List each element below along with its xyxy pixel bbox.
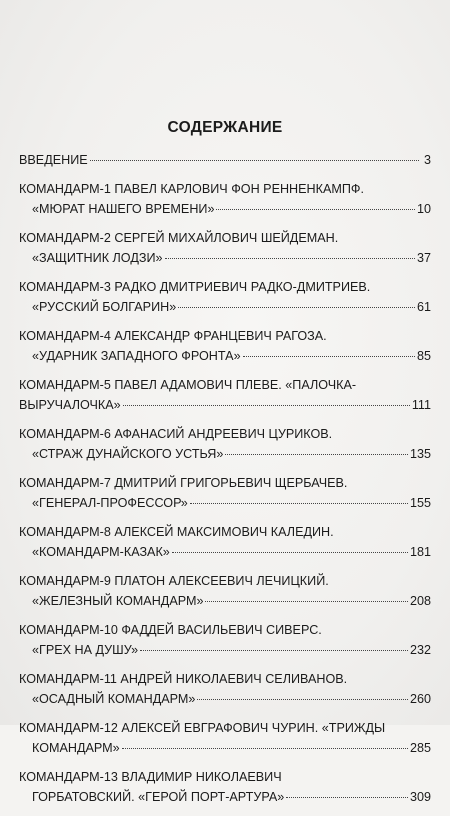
toc-entry-text: ВВЕДЕНИЕ xyxy=(19,153,88,167)
dot-leader xyxy=(140,638,408,651)
page-number: 208 xyxy=(409,594,431,608)
page-number: 232 xyxy=(409,643,431,657)
page-number: 111 xyxy=(411,398,431,412)
page-number: 155 xyxy=(409,496,431,510)
toc-entry-text: КОМАНДАРМ-9 ПЛАТОН АЛЕКСЕЕВИЧ ЛЕЧИЦКИЙ. xyxy=(19,574,329,588)
toc-entry-text: КОМАНДАРМ-13 ВЛАДИМИР НИКОЛАЕВИЧ xyxy=(19,770,282,784)
toc-entry-last-line xyxy=(19,297,431,317)
toc-entry-text: «ГРЕХ НА ДУШУ» xyxy=(32,643,139,657)
toc-entry-last-line xyxy=(19,689,431,709)
toc-entry-text: «КОМАНДАРМ-КАЗАК» xyxy=(32,545,170,559)
page-number: 10 xyxy=(416,202,431,216)
dot-leader xyxy=(122,736,408,749)
page-number: 181 xyxy=(409,545,431,559)
toc-entry-text: «ГЕНЕРАЛ-ПРОФЕССОР» xyxy=(32,496,188,510)
page-number: 3 xyxy=(423,153,431,167)
toc-entry-last-line xyxy=(19,395,431,415)
contents-heading: СОДЕРЖАНИЕ xyxy=(167,119,283,136)
toc-entry-text: ГОРБАТОВСКИЙ. «ГЕРОЙ ПОРТ-АРТУРА» xyxy=(32,790,285,804)
toc-entry-line xyxy=(19,424,431,444)
toc-entry xyxy=(19,571,431,611)
toc-entry-text: КОМАНДАРМ-4 АЛЕКСАНДР ФРАНЦЕВИЧ РАГОЗА. xyxy=(19,329,327,343)
toc-entry-text: КОМАНДАРМ-1 ПАВЕЛ КАРЛОВИЧ ФОН РЕННЕНКАМПФ. xyxy=(19,182,364,196)
toc-entry xyxy=(19,522,431,562)
toc-entry xyxy=(19,718,431,758)
toc-entry-last-line xyxy=(19,248,431,268)
toc-entry xyxy=(19,424,431,464)
dot-leader xyxy=(190,491,408,504)
toc-entry-line xyxy=(19,277,431,297)
toc-entry-text: ВЫРУЧАЛОЧКА» xyxy=(19,398,121,412)
toc-entry-text: КОМАНДАРМ-6 АФАНАСИЙ АНДРЕЕВИЧ ЦУРИКОВ. xyxy=(19,427,333,441)
page-number: 285 xyxy=(409,741,431,755)
toc-entry-line xyxy=(19,571,431,591)
toc-entry-text: КОМАНДАРМ» xyxy=(32,741,120,755)
dot-leader xyxy=(205,589,408,602)
toc-entry-text: «УДАРНИК ЗАПАДНОГО ФРОНТА» xyxy=(32,349,241,363)
toc-entry-text: «ОСАДНЫЙ КОМАНДАРМ» xyxy=(32,692,196,706)
toc-entry xyxy=(19,767,431,807)
toc-entry-text: «РУССКИЙ БОЛГАРИН» xyxy=(32,300,177,314)
toc-entry-text: КОМАНДАРМ-2 СЕРГЕЙ МИХАЙЛОВИЧ ШЕЙДЕМАН. xyxy=(19,231,339,245)
toc-entry-line xyxy=(19,669,431,689)
toc-entry xyxy=(19,228,431,268)
dot-leader xyxy=(165,246,415,259)
dot-leader xyxy=(123,393,410,406)
toc-entry xyxy=(19,150,431,170)
toc-entry-line xyxy=(19,228,431,248)
toc-entry-line xyxy=(19,375,431,395)
toc-entry-text: КОМАНДАРМ-5 ПАВЕЛ АДАМОВИЧ ПЛЕВЕ. «ПАЛОЧКА- xyxy=(19,378,357,392)
toc-entry-text: «МЮРАТ НАШЕГО ВРЕМЕНИ» xyxy=(32,202,215,216)
toc-entry xyxy=(19,277,431,317)
toc-entry xyxy=(19,375,431,415)
toc-entry-text: КОМАНДАРМ-7 ДМИТРИЙ ГРИГОРЬЕВИЧ ЩЕРБАЧЕВ. xyxy=(19,476,348,490)
toc-entry-last-line xyxy=(19,787,431,807)
toc-entry-last-line xyxy=(19,640,431,660)
page-number: 309 xyxy=(409,790,431,804)
dot-leader xyxy=(178,295,415,308)
toc-entry-last-line xyxy=(19,493,431,513)
page-number: 260 xyxy=(409,692,431,706)
toc-entry xyxy=(19,620,431,660)
toc-entry-last-line xyxy=(19,591,431,611)
page-number: 85 xyxy=(416,349,431,363)
toc-entry-last-line xyxy=(19,199,431,219)
dot-leader xyxy=(172,540,408,553)
toc-entry-text: КОМАНДАРМ-10 ФАДДЕЙ ВАСИЛЬЕВИЧ СИВЕРС. xyxy=(19,623,322,637)
toc-entry xyxy=(19,669,431,709)
toc-entry-last-line xyxy=(19,150,431,170)
toc-entry-line xyxy=(19,718,431,738)
toc-entry-last-line xyxy=(19,738,431,758)
toc-entry-text: «ЗАЩИТНИК ЛОДЗИ» xyxy=(32,251,163,265)
dot-leader xyxy=(90,148,419,161)
toc-entry-text: КОМАНДАРМ-8 АЛЕКСЕЙ МАКСИМОВИЧ КАЛЕДИН. xyxy=(19,525,334,539)
toc-entry-text: КОМАНДАРМ-3 РАДКО ДМИТРИЕВИЧ РАДКО-ДМИТРИЕВ. xyxy=(19,280,371,294)
toc-entry-text: «ЖЕЛЕЗНЫЙ КОМАНДАРМ» xyxy=(32,594,204,608)
toc-entry-last-line xyxy=(19,444,431,464)
dot-leader xyxy=(243,344,415,357)
toc-entry xyxy=(19,179,431,219)
dot-leader xyxy=(225,442,408,455)
toc-entry xyxy=(19,326,431,366)
dot-leader xyxy=(216,197,415,210)
toc-entry-text: КОМАНДАРМ-12 АЛЕКСЕЙ ЕВГРАФОВИЧ ЧУРИН. «ТРИЖДЫ xyxy=(19,721,386,735)
toc-entry-line xyxy=(19,620,431,640)
toc-entry-text: «СТРАЖ ДУНАЙСКОГО УСТЬЯ» xyxy=(32,447,224,461)
toc-entry-line xyxy=(19,522,431,542)
toc-entry-last-line xyxy=(19,542,431,562)
toc-entry-line xyxy=(19,767,431,787)
toc-entry-last-line xyxy=(19,346,431,366)
toc-entry-line xyxy=(19,326,431,346)
page-number: 135 xyxy=(409,447,431,461)
table-of-contents xyxy=(19,150,431,816)
page-number: 61 xyxy=(416,300,431,314)
dot-leader xyxy=(286,785,408,798)
toc-entry-line xyxy=(19,179,431,199)
dot-leader xyxy=(197,687,408,700)
toc-entry-line xyxy=(19,473,431,493)
page-number: 37 xyxy=(416,251,431,265)
toc-entry-text: КОМАНДАРМ-11 АНДРЕЙ НИКОЛАЕВИЧ СЕЛИВАНОВ. xyxy=(19,672,348,686)
toc-entry xyxy=(19,473,431,513)
